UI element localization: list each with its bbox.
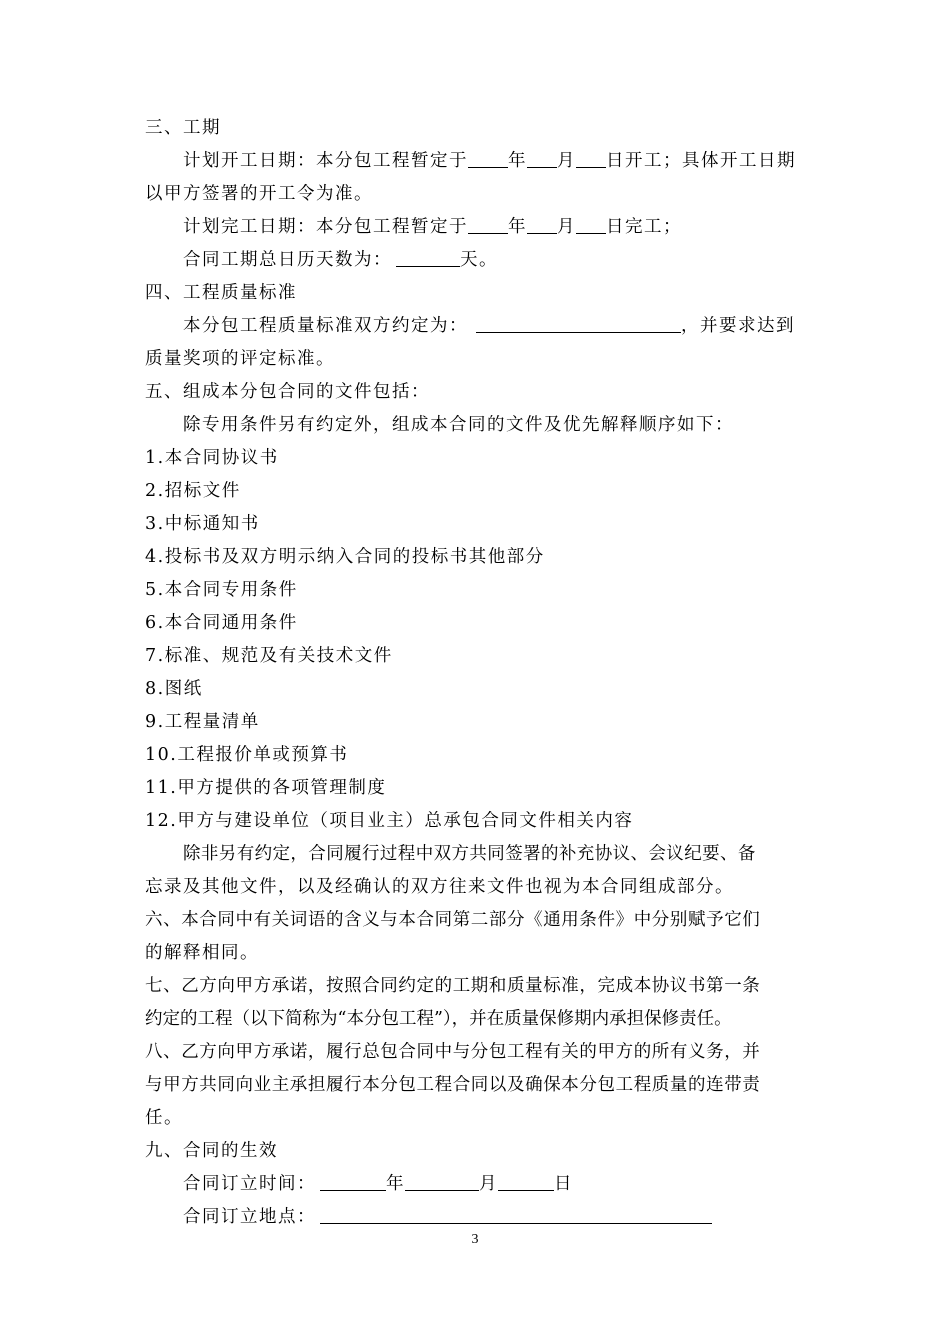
signing-year-blank[interactable] [320,1174,386,1191]
section-4-title: 四、工程质量标准 [145,283,297,303]
section-5-intro: 除专用条件另有约定外，组成本合同的文件及优先解释顺序如下： [183,415,734,435]
signing-month-blank[interactable] [405,1174,479,1191]
section-7-line-2: 约定的工程（以下简称为“本分包工程”），并在质量保修期内承担保修责任。 [145,1009,732,1029]
list-item: 11.甲方提供的各项管理制度 [145,778,387,798]
list-item: 8.图纸 [145,679,203,699]
section-8-line-3: 任。 [145,1108,183,1128]
start-day-blank[interactable] [576,151,606,168]
list-item: 4.投标书及双方明示纳入合同的投标书其他部分 [145,547,545,567]
section-8-line-1: 八、乙方向甲方承诺，履行总包合同中与分包工程有关的甲方的所有义务，并 [145,1042,761,1062]
planned-start-line: 计划开工日期：本分包工程暂定于 年 月 日开工；具体开工日期 [183,151,796,171]
list-item: 10.工程报价单或预算书 [145,745,349,765]
section-8-line-2: 与甲方共同向业主承担履行本分包工程合同以及确保本分包工程质量的连带责 [145,1075,761,1095]
list-item: 5.本合同专用条件 [145,580,298,600]
section-5-title: 五、组成本分包合同的文件包括： [145,382,430,402]
signing-place-blank[interactable] [320,1207,712,1224]
section-5-note-1: 除非另有约定，合同履行过程中双方共同签署的补充协议、会议纪要、备 [183,844,756,864]
finish-year-blank[interactable] [468,217,508,234]
total-days-line: 合同工期总日历天数为： 天。 [183,250,498,270]
planned-finish-line: 计划完工日期：本分包工程暂定于 年 月 日完工； [183,217,682,237]
section-3-title: 三、工期 [145,118,221,138]
quality-standard-cont: 质量奖项的评定标准。 [145,349,335,369]
section-6-line-2: 的解释相同。 [145,943,259,963]
section-5-note-2: 忘录及其他文件，以及经确认的双方往来文件也视为本合同组成部分。 [145,877,734,897]
page-number: 3 [471,1232,479,1247]
total-days-blank[interactable] [396,250,460,267]
signing-place-line: 合同订立地点： [183,1206,810,1228]
list-item: 3.中标通知书 [145,514,260,534]
start-month-blank[interactable] [527,151,557,168]
section-7-line-1: 七、乙方向甲方承诺，按照合同约定的工期和质量标准，完成本协议书第一条 [145,976,761,996]
list-item: 2.招标文件 [145,481,241,501]
quality-standard-line: 本分包工程质量标准双方约定为： ，并要求达到 [183,316,795,336]
list-item: 1.本合同协议书 [145,448,279,468]
section-9-title: 九、合同的生效 [145,1141,278,1161]
start-year-blank[interactable] [468,151,508,168]
list-item: 7.标准、规范及有关技术文件 [145,646,393,666]
list-item: 6.本合同通用条件 [145,613,298,633]
finish-day-blank[interactable] [576,217,606,234]
list-item: 9.工程量清单 [145,712,260,732]
list-item: 12.甲方与建设单位（项目业主）总承包合同文件相关内容 [145,811,634,831]
quality-standard-blank[interactable] [476,316,681,333]
section-6-line-1: 六、本合同中有关词语的含义与本合同第二部分《通用条件》中分别赋予它们 [145,910,761,930]
signing-day-blank[interactable] [498,1174,554,1191]
finish-month-blank[interactable] [527,217,557,234]
planned-start-cont: 以甲方签署的开工令为准。 [145,184,373,204]
signing-time-line: 合同订立时间： 年 月 日 [183,1174,573,1194]
